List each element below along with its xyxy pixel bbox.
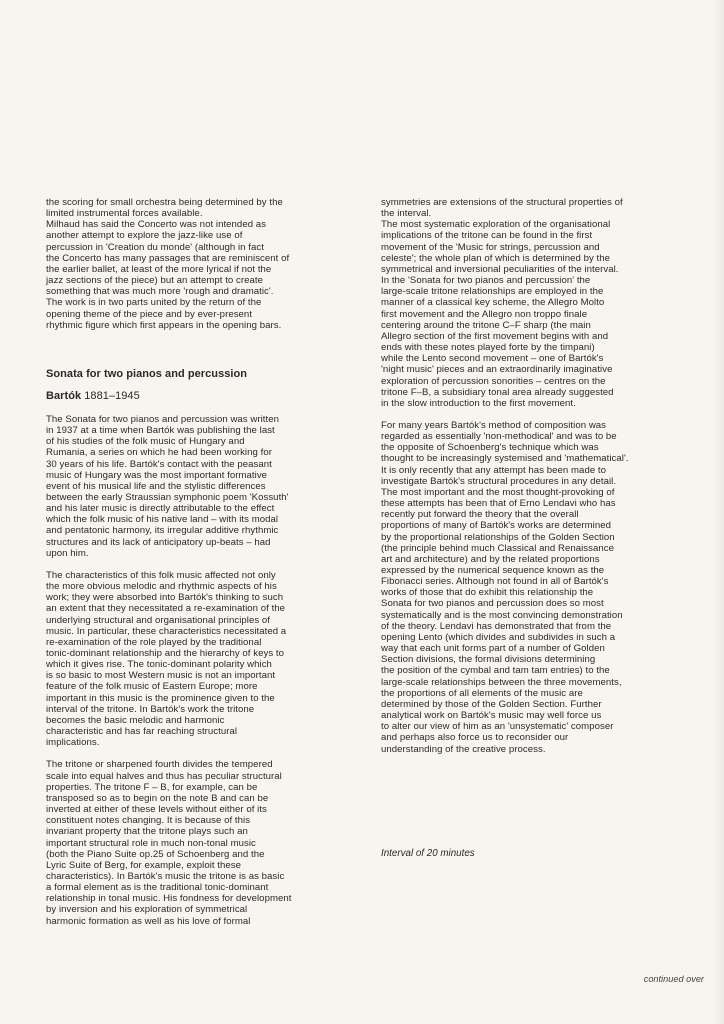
continued-note: continued over [643,974,704,984]
paragraph-intro: the scoring for small orchestra being determined by the limited instrumental forces available. Milhaud has said the Concerto was not intended as another attempt to explore the jazz-like use of percussion in 'Creation du monde' (although in fact the Concerto has many passages that are reminiscent of the earlier ballet, at least of the more lyrical if not the jazz sections of the piece) but an attempt to create something that was much more 'rough and dramatic'. The work is in two parts united by the return of the opening theme of the piece and by ever-present rhythmic figure which first appears in the opening bars. [46,197,290,331]
paragraph-tritone: The tritone or sharpened fourth divides the tempered scale into equal halves and thus has peculiar structural properties. The tritone F – B, for example, can be transposed so as to begin on the note B and can be inverted at either of these levels without either of its constituent notes changing. It is because of this invariant property that the tritone plays such an important structural role in much non-tonal music (both the Piano Suite op.25 of Schoenberg and the Lyric Suite of Berg, for example, exploit these characteristics). In Bartók's music the tritone is as basic a formal element as is the traditional tonic-dominant relationship in tonal music. His fondness for development by inversion and his exploration of symmetrical harmonic formation as well as his love of formal [46,759,292,927]
section-heading: Sonata for two pianos and percussion [46,367,248,380]
paragraph-sonata-origin: The Sonata for two pianos and percussion was written in 1937 at a time when Bartók was publishing the last of his studies of the folk music of Hungary and Rumania, a series on which he had been working for 30 years of his life. Bartók's contact with the peasant music of Hungary was the most important formative event of his musical life and the stylistic differences between the early Straussian symphonic poem 'Kossuth' and his later music is directly attributable to the effect which the folk music of his native land – with its modal and pentatonic harmony, its irregular additive rhythmic structures and its lack of anticipatory up-beats – had upon him. [46,413,289,559]
paragraph-golden-section: For many years Bartók's method of composition was regarded as essentially 'non-methodical' and was to be the opposite of Schoenberg's technique which was thought to be increasingly systemised and 'mathematical'. It is only recently that any attempt has been made to investigate Bartók's structural procedures in any detail. The most important and the most thought-provoking of these attempts has been that of Erno Lendavi who has recently put forward the theory that the overall proportions of many of Bartók's works are determined by the proportional relationships of the Golden Section (the principle behind much Classical and Renaissance art and architecture) and by the related proportions expressed by the numerical sequence known as the Fibonacci series. Although not found in all of Bartók's works of those that do exhibit this relationship the Sonata for two pianos and percussion does so most systematically and is the most convincing demonstration of the theory. Lendavi has demonstrated that from the opening Lento (which divides and subdivides in such a way that each unit forms part of a number of Golden Section divisions, the formal divisions determining the position of the cymbal and tam tam entries) to the large-scale relationships between the three movements, the proportions of all elements of the music are determined by those of the Golden Section. Further analytical work on Bartók's music may well force us to alter our view of him as an 'unsystematic' composer and perhaps also force us to reconsider our understanding of the creative process. [381,419,629,755]
interval-note: Interval of 20 minutes [381,848,475,859]
left-column [46,197,344,927]
composer-line [46,390,344,403]
page-edge-shadow [714,0,724,1024]
paragraph-symmetries: symmetries are extensions of the structural properties of the interval. The most systematic exploration of the organisational implications of the tritone can be found in the first movement of the 'Music for strings, percussion and celeste'; the whole plan of which is determined by the symmetrical and inversional peculiarities of the interval. In the 'Sonata for two pianos and percussion' the large-scale tritone relationships are employed in the manner of a classical key scheme, the Allegro Molto first movement and the Allegro non troppo finale centering around the tritone C–F sharp (the main Allegro section of the first movement begins with and ends with these notes played forte by the timpani) while the Lento second movement – one of Bartók's 'night music' pieces and an extraordinarily imaginative exploration of percussion sonorities – centres on the tritone F–B, a subsidiary tonal area already suggested in the slow introduction to the first movement. [381,197,623,409]
composer-name: Bartók [46,389,82,402]
right-column [381,197,707,755]
paragraph-folk-music: The characteristics of this folk music affected not only the more obvious melodic and rhythmic aspects of his work; they were absorbed into Bartók's thinking to such an extent that they necessitated a re-examination of the underlying structural and organisational principles of music. In particular, these characteristics necessitated a re-examination of the role played by the traditional tonic-dominant relationship and the hierarchy of keys to which it gives rise. The tonic-dominant polarity which is so basic to most Western music is not an important feature of the folk music of Eastern Europe; more important in this music is the prominence given to the interval of the tritone. In Bartók's work the tritone becomes the basic melodic and harmonic characteristic and has far reaching structural implications. [46,569,287,749]
composer-dates: 1881–1945 [81,389,140,402]
